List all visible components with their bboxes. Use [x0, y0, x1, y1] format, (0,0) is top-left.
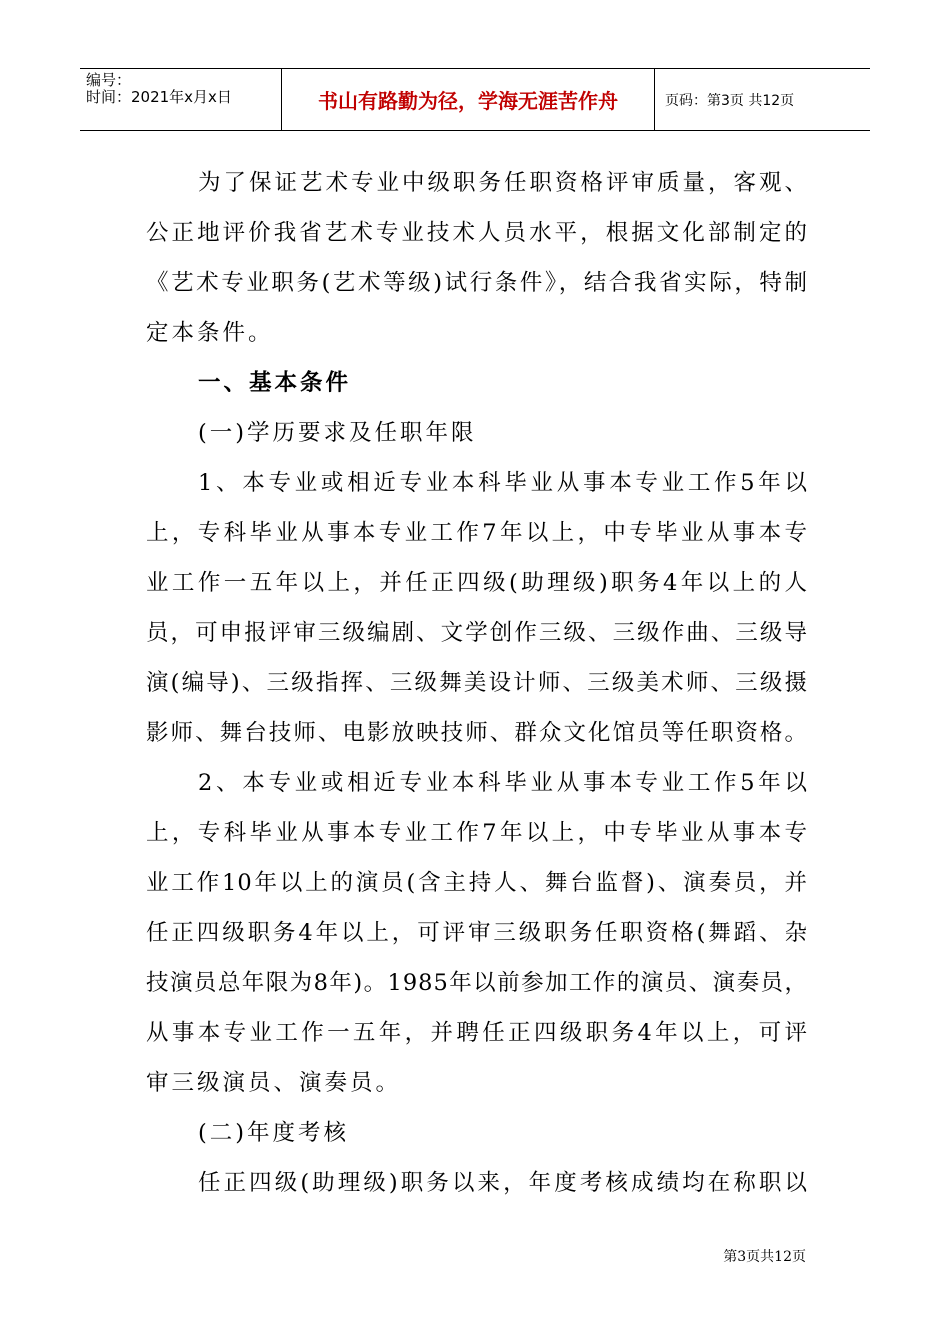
- body-line: 上，专科毕业从事本专业工作7年以上，中专毕业从事本专: [146, 820, 808, 846]
- body-line: 业工作10年以上的演员(含主持人、舞台监督)、演奏员，并: [146, 870, 808, 896]
- body-line: 从事本专业工作一五年，并聘任正四级职务4年以上，可评: [146, 1020, 808, 1046]
- page-footer: 第3页共12页: [723, 1249, 806, 1265]
- header-table: [80, 68, 870, 131]
- body-line: 任正四级职务4年以上，可评审三级职务任职资格(舞蹈、杂: [146, 920, 808, 946]
- header-left-cell: [80, 69, 281, 130]
- body-line: 任正四级(助理级)职务以来，年度考核成绩均在称职以: [198, 1170, 808, 1196]
- body-line: 上，专科毕业从事本专业工作7年以上，中专毕业从事本专: [146, 520, 808, 546]
- body-line: 员，可申报评审三级编剧、文学创作三级、三级作曲、三级导: [146, 620, 808, 646]
- body-line: 公正地评价我省艺术专业技术人员水平，根据文化部制定的: [146, 220, 808, 246]
- time-label: 时间：2021年x月x日: [86, 88, 232, 106]
- document-body: [146, 158, 808, 1208]
- body-line: 2、本专业或相近专业本科毕业从事本专业工作5年以: [198, 770, 808, 796]
- body-line: 定本条件。: [146, 320, 274, 346]
- serial-label: 编号：: [86, 71, 132, 89]
- body-line: 影师、舞台技师、电影放映技师、群众文化馆员等任职资格。: [146, 720, 808, 746]
- body-line: 业工作一五年以上，并任正四级(助理级)职务4年以上的人: [146, 570, 808, 596]
- page-info: 页码：第3页 共12页: [665, 92, 795, 109]
- motto: 书山有路勤为径，学海无涯苦作舟: [281, 69, 655, 130]
- body-line: 审三级演员、演奏员。: [146, 1070, 402, 1096]
- body-line: 《艺术专业职务(艺术等级)试行条件》，结合我省实际，特制: [146, 270, 808, 296]
- body-line: 1、本专业或相近专业本科毕业从事本专业工作5年以: [198, 470, 808, 496]
- body-line: 技演员总年限为8年)。1985年以前参加工作的演员、演奏员，: [146, 970, 808, 996]
- body-line: 演(编导)、三级指挥、三级舞美设计师、三级美术师、三级摄: [146, 670, 808, 696]
- subsection-heading: (一)学历要求及任职年限: [198, 420, 477, 446]
- subsection-heading: (二)年度考核: [198, 1120, 350, 1146]
- body-line: 为了保证艺术专业中级职务任职资格评审质量，客观、: [198, 170, 808, 196]
- section-heading: 一、基本条件: [198, 370, 352, 396]
